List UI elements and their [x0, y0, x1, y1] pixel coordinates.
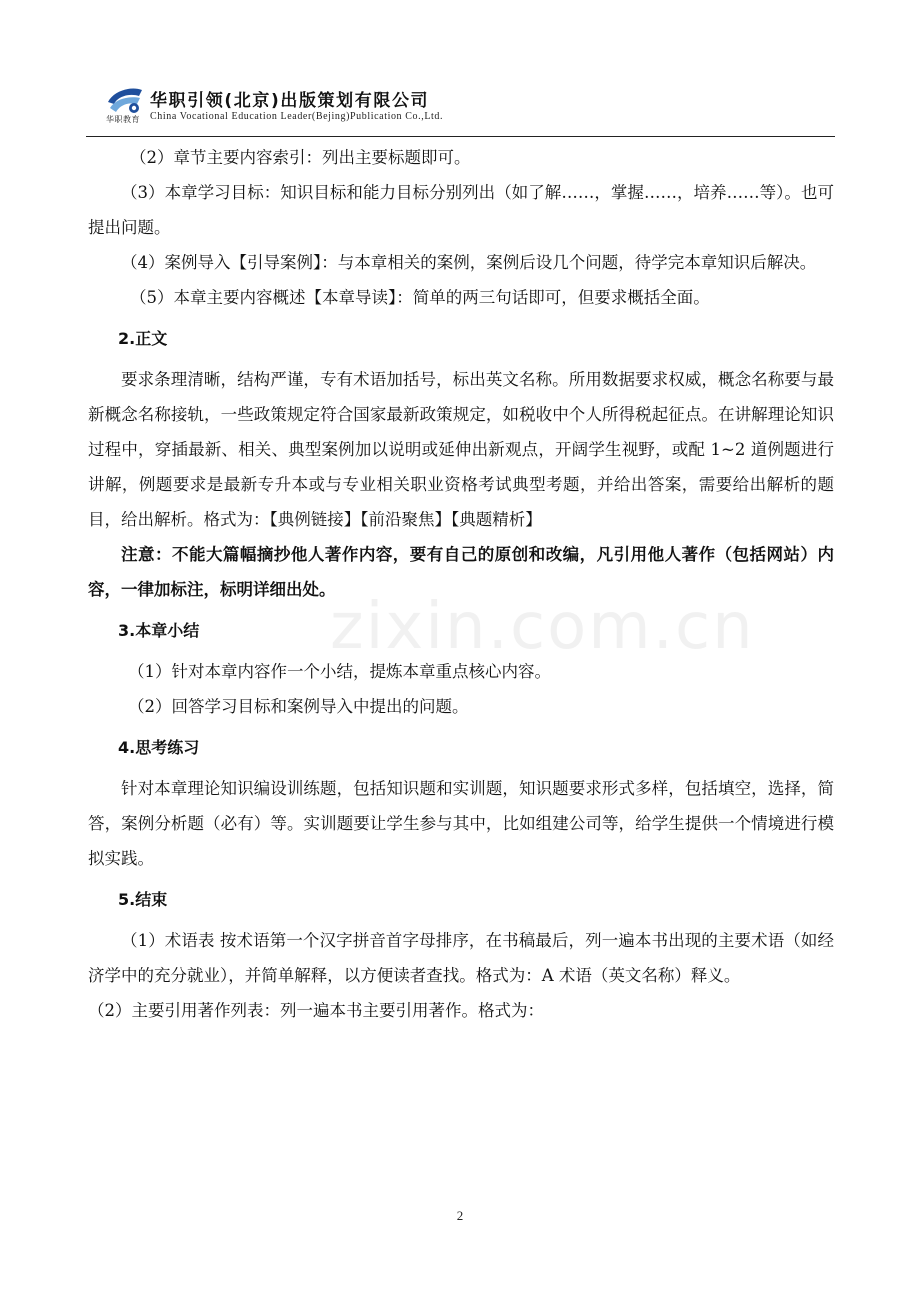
references-item: （2）主要引用著作列表：列一遍本书主要引用著作。格式为：	[88, 1001, 544, 1020]
intro-item: （4）案例导入【引导案例】：与本章相关的案例，案例后设几个问题，待学完本章知识后解决。	[121, 253, 817, 272]
company-name-cn: 华职引领(北京)出版策划有限公司	[150, 91, 430, 111]
exercises-text: 针对本章理论知识编设训练题，包括知识题和实训题，知识题要求形式多样，包括填空，选择，简答，案例分析题（必有）等。实训题要让学生参与其中，比如组建公司等，给学生提供一个情境进行模拟实践。	[88, 779, 834, 868]
intro-item: （5）本章主要内容概述【本章导读】：简单的两三句话即可，但要求概括全面。	[130, 288, 710, 307]
summary-item: （1）针对本章内容作一个小结，提炼本章重点核心内容。	[128, 662, 551, 681]
logo-caption: 华职教育	[106, 115, 140, 124]
intro-item: （3）本章学习目标：知识目标和能力目标分别列出（如了解……，掌握……，培养……等）。也可提出问题。	[88, 183, 834, 237]
section-heading-exercises: 4.思考练习	[118, 738, 200, 757]
header-divider	[86, 136, 835, 137]
section-body-text: 要求条理清晰，结构严谨，专有术语加括号，标出英文名称。所用数据要求权威，概念名称要与最新概念名称接轨，一些政策规定符合国家最新政策规定，如税收中个人所得税起征点。在讲解理论知识过程中，穿插最新、相关、典型案例加以说明或延伸出新观点，开阔学生视野，或配 1~2 道例题进行讲解，例题要求是最新专升本或与专业相关职业资格考试典型考题，并给出答案，需要给出解析的题目，给出解析。格式为：【典例链接】【前沿聚焦】【典题精析】	[88, 370, 834, 529]
section-heading-body: 2.正文	[118, 329, 168, 348]
section-note: 注意：不能大篇幅摘抄他人著作内容，要有自己的原创和改编，凡引用他人著作（包括网站）内容，一律加标注，标明详细出处。	[88, 545, 834, 599]
glossary-item: （1）术语表 按术语第一个汉字拼音首字母排序，在书稿最后，列一遍本书出现的主要术语（如经济学中的充分就业），并简单解释，以方便读者查找。格式为：A 术语（英文名称）释义。	[88, 931, 834, 985]
page-header	[86, 80, 838, 138]
watermark: zixin.com.cn	[330, 590, 755, 664]
section-heading-end: 5.结束	[118, 890, 168, 909]
section-heading-summary: 3.本章小结	[118, 621, 200, 640]
intro-item: （2）章节主要内容索引：列出主要标题即可。	[130, 148, 471, 167]
summary-item: （2）回答学习目标和案例导入中提出的问题。	[128, 697, 469, 716]
document-body	[88, 140, 834, 1028]
page-number: 2	[456, 1208, 464, 1223]
company-name-en: China Vocational Education Leader(Bejing)Publication Co.,Ltd.	[150, 111, 444, 122]
